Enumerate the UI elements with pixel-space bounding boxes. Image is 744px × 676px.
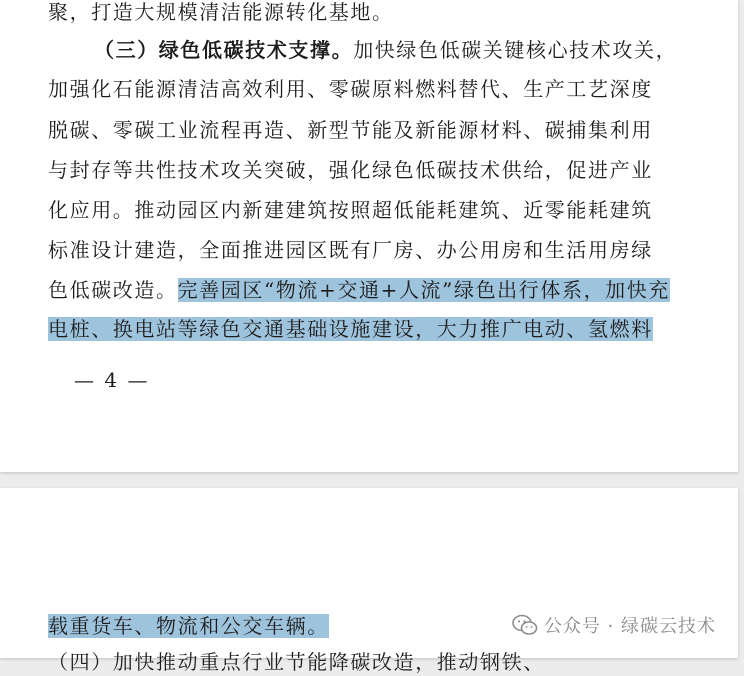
watermark-text: 公众号 · 绿碳云技术 bbox=[543, 616, 716, 637]
highlighted-line bbox=[48, 315, 653, 343]
mixed-line bbox=[48, 276, 670, 304]
paragraph-first-line bbox=[94, 36, 678, 64]
text-line: 与封存等共性技术攻关突破，强化绿色低碳技术供给，促进产业 bbox=[48, 158, 653, 182]
cropped-text-line: （四）加快推动重点行业节能降碳改造，推动钢铁、 bbox=[48, 650, 545, 674]
highlighted-text[interactable]: 电桩、换电站等绿色交通基础设施建设，大力推广电动、氢燃料 bbox=[48, 317, 653, 341]
watermark bbox=[512, 612, 716, 638]
page-number: — 4 — bbox=[74, 368, 150, 392]
document-page-5 bbox=[0, 488, 738, 674]
highlighted-text[interactable]: 载重货车、物流和公交车辆。 bbox=[48, 614, 329, 638]
text-line: 标准设计建造，全面推进园区既有厂房、办公用房和生活用房绿 bbox=[48, 238, 653, 262]
wechat-icon bbox=[512, 614, 538, 636]
text-line: 加强化石能源清洁高效利用、零碳原料燃料替代、生产工艺深度 bbox=[48, 77, 653, 101]
section-heading: （三）绿色低碳技术支撑。 bbox=[94, 38, 354, 62]
text-line: 聚，打造大规模清洁能源转化基地。 bbox=[48, 0, 394, 24]
text-line: 脱碳、零碳工业流程再造、新型节能及新能源材料、碳捕集利用 bbox=[48, 118, 653, 142]
text-line: 化应用。推动园区内新建建筑按照超低能耗建筑、近零能耗建筑 bbox=[48, 198, 653, 222]
highlighted-text[interactable]: 完善园区“物流+交通+人流”绿色出行体系，加快充 bbox=[177, 278, 670, 302]
text-run: 加快绿色低碳关键核心技术攻关， bbox=[353, 38, 678, 62]
text-run: 色低碳改造。 bbox=[48, 278, 178, 302]
